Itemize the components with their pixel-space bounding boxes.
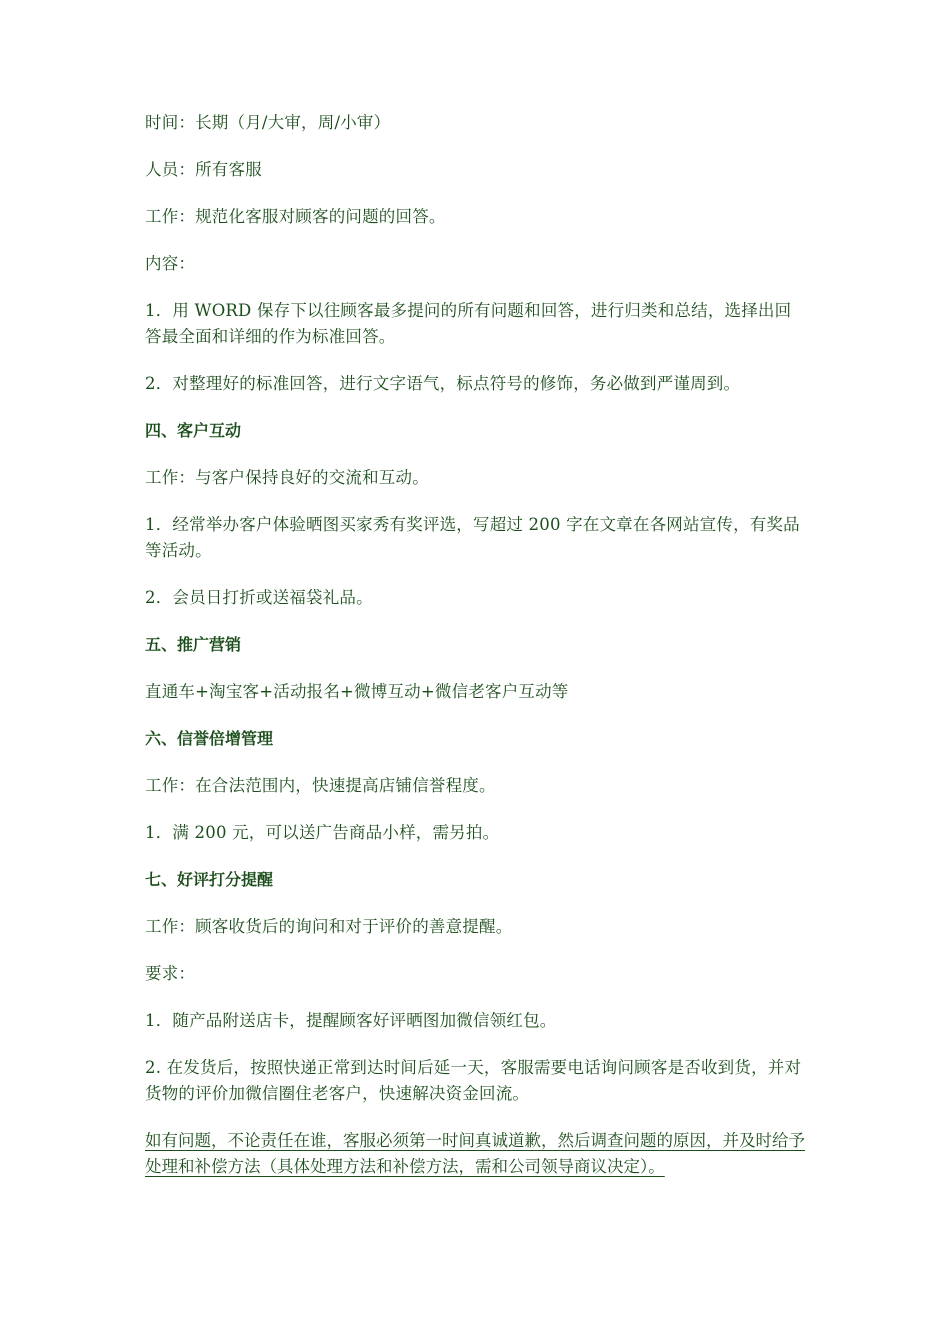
paragraph: 人员：所有客服 bbox=[145, 160, 262, 179]
paragraph: 2．会员日打折或送福袋礼品。 bbox=[145, 588, 373, 607]
paragraph: 时间：长期（月/大审，周/小审） bbox=[145, 113, 391, 132]
paragraph: 1．经常举办客户体验晒图买家秀有奖评选，写超过 200 字在文章在各网站宣传，有奖品等活动。 bbox=[145, 515, 800, 560]
paragraph: 1．随产品附送店卡，提醒顾客好评晒图加微信领红包。 bbox=[145, 1011, 557, 1030]
paragraph: 1．满 200 元，可以送广告商品小样，需另拍。 bbox=[145, 823, 500, 842]
section-heading: 七、好评打分提醒 bbox=[145, 870, 274, 889]
paragraph: 工作：与客户保持良好的交流和互动。 bbox=[145, 468, 429, 487]
section-heading: 四、客户互动 bbox=[145, 421, 242, 440]
paragraph: 工作：在合法范围内，快速提高店铺信誉程度。 bbox=[145, 776, 496, 795]
paragraph: 2. 在发货后，按照快递正常到达时间后延一天，客服需要电话询问顾客是否收到货，并对货物的评价加微信圈住老客户，快速解决资金回流。 bbox=[145, 1058, 802, 1103]
document-body bbox=[145, 110, 807, 1180]
paragraph: 内容： bbox=[145, 254, 196, 273]
underlined-note: 如有问题，不论责任在谁，客服必须第一时间真诚道歉，然后调查问题的原因，并及时给予处理和补偿方法（具体处理方法和补偿方法，需和公司领导商议决定）。 bbox=[145, 1131, 805, 1176]
paragraph: 2．对整理好的标准回答，进行文字语气，标点符号的修饰，务必做到严谨周到。 bbox=[145, 374, 741, 393]
section-heading: 五、推广营销 bbox=[145, 635, 242, 654]
section-heading: 六、信誉倍增管理 bbox=[145, 729, 274, 748]
paragraph: 1．用 WORD 保存下以往顾客最多提问的所有问题和回答，进行归类和总结，选择出回答最全面和详细的作为标准回答。 bbox=[145, 301, 792, 346]
paragraph: 直通车+淘宝客+活动报名+微博互动+微信老客户互动等 bbox=[145, 682, 569, 701]
paragraph: 工作：规范化客服对顾客的问题的回答。 bbox=[145, 207, 446, 226]
paragraph: 工作：顾客收货后的询问和对于评价的善意提醒。 bbox=[145, 917, 513, 936]
paragraph: 要求： bbox=[145, 964, 196, 983]
